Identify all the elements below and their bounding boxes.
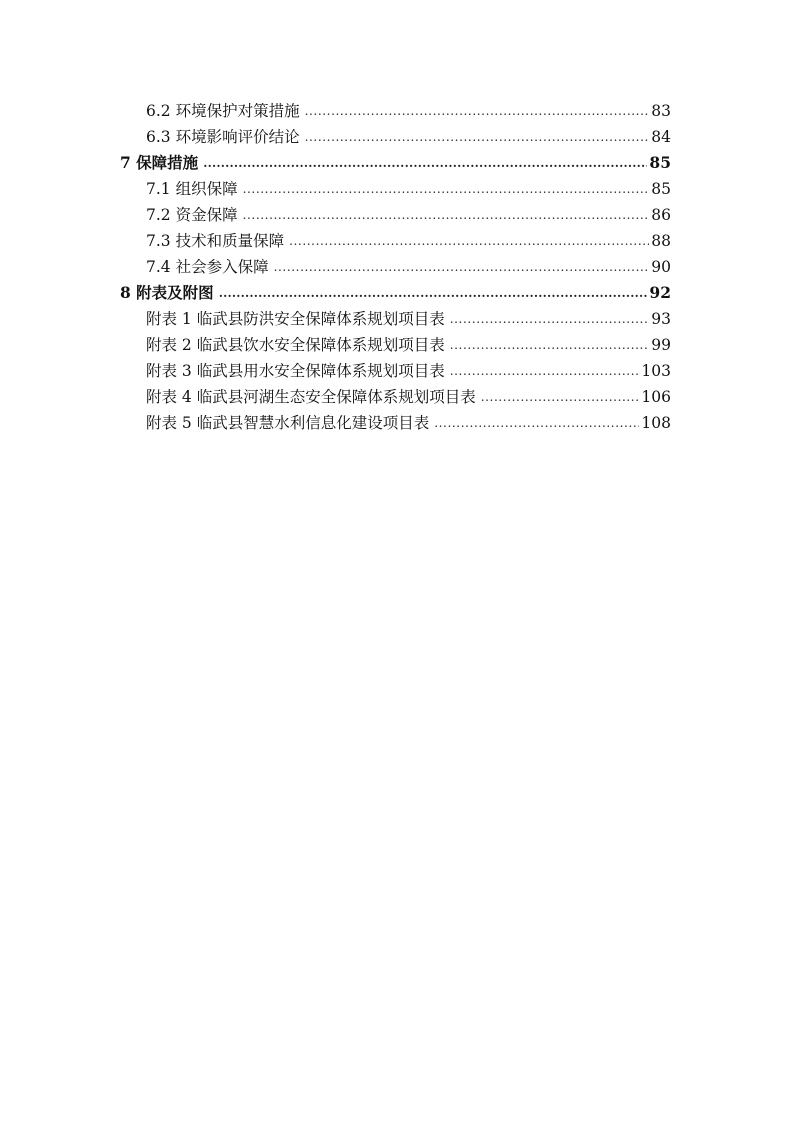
toc-entry-page-number: 85: [649, 153, 671, 172]
toc-entry-label: 附表 5 临武县智慧水利信息化建设项目表: [146, 414, 430, 432]
dot-leader: [481, 384, 640, 410]
toc-entry-label: 6.3 环境影响评价结论: [146, 128, 300, 146]
toc-entry-page-number: 84: [651, 128, 671, 146]
toc-entry-page-number: 92: [649, 283, 671, 302]
toc-entry-appendix-4[interactable]: [146, 384, 671, 410]
toc-entry-page-number: 93: [651, 310, 671, 328]
toc-entry-label: 附表 4 临武县河湖生态安全保障体系规划项目表: [146, 388, 476, 406]
dot-leader: [219, 280, 648, 306]
toc-entry-page-number: 99: [651, 336, 671, 354]
toc-entry-page-number: 88: [651, 232, 671, 250]
toc-entry-7-3[interactable]: [146, 228, 671, 254]
dot-leader: [243, 202, 650, 228]
toc-entry-chapter-7[interactable]: [120, 150, 671, 176]
toc-entry-page-number: 85: [651, 180, 671, 198]
toc-entry-7-2[interactable]: [146, 202, 671, 228]
toc-entry-appendix-1[interactable]: [146, 306, 671, 332]
dot-leader: [450, 306, 650, 332]
dot-leader: [305, 98, 650, 124]
toc-entry-page-number: 83: [651, 102, 671, 120]
toc-entry-label: 6.2 环境保护对策措施: [146, 102, 300, 120]
toc-entry-appendix-5[interactable]: [146, 410, 671, 436]
dot-leader: [289, 228, 649, 254]
toc-entry-label: 7.1 组织保障: [146, 180, 238, 198]
toc-entry-label: 附表 2 临武县饮水安全保障体系规划项目表: [146, 336, 445, 354]
toc-entry-page-number: 106: [641, 388, 671, 406]
toc-entry-appendix-2[interactable]: [146, 332, 671, 358]
toc-entry-chapter-8[interactable]: [120, 280, 671, 306]
toc-entry-label: 7.2 资金保障: [146, 206, 238, 224]
toc-entry-label: 7.4 社会参入保障: [146, 258, 269, 276]
toc-entry-label: 7 保障措施: [120, 153, 199, 172]
dot-leader: [305, 124, 650, 150]
dot-leader: [243, 176, 650, 202]
dot-leader: [274, 254, 650, 280]
dot-leader: [434, 410, 639, 436]
toc-entry-6-2[interactable]: [146, 98, 671, 124]
dot-leader: [450, 358, 640, 384]
toc-entry-7-1[interactable]: [146, 176, 671, 202]
toc-entry-page-number: 103: [641, 362, 671, 380]
toc-entry-page-number: 108: [641, 414, 671, 432]
toc-entry-appendix-3[interactable]: [146, 358, 671, 384]
dot-leader: [450, 332, 650, 358]
toc-entry-label: 7.3 技术和质量保障: [146, 232, 285, 250]
toc-entry-6-3[interactable]: [146, 124, 671, 150]
toc-entry-page-number: 90: [651, 258, 671, 276]
toc-entry-label: 附表 3 临武县用水安全保障体系规划项目表: [146, 362, 445, 380]
toc-entry-label: 附表 1 临武县防洪安全保障体系规划项目表: [146, 310, 445, 328]
dot-leader: [203, 150, 647, 176]
toc-entry-7-4[interactable]: [146, 254, 671, 280]
toc-entry-page-number: 86: [651, 206, 671, 224]
toc-entry-label: 8 附表及附图: [120, 283, 214, 302]
